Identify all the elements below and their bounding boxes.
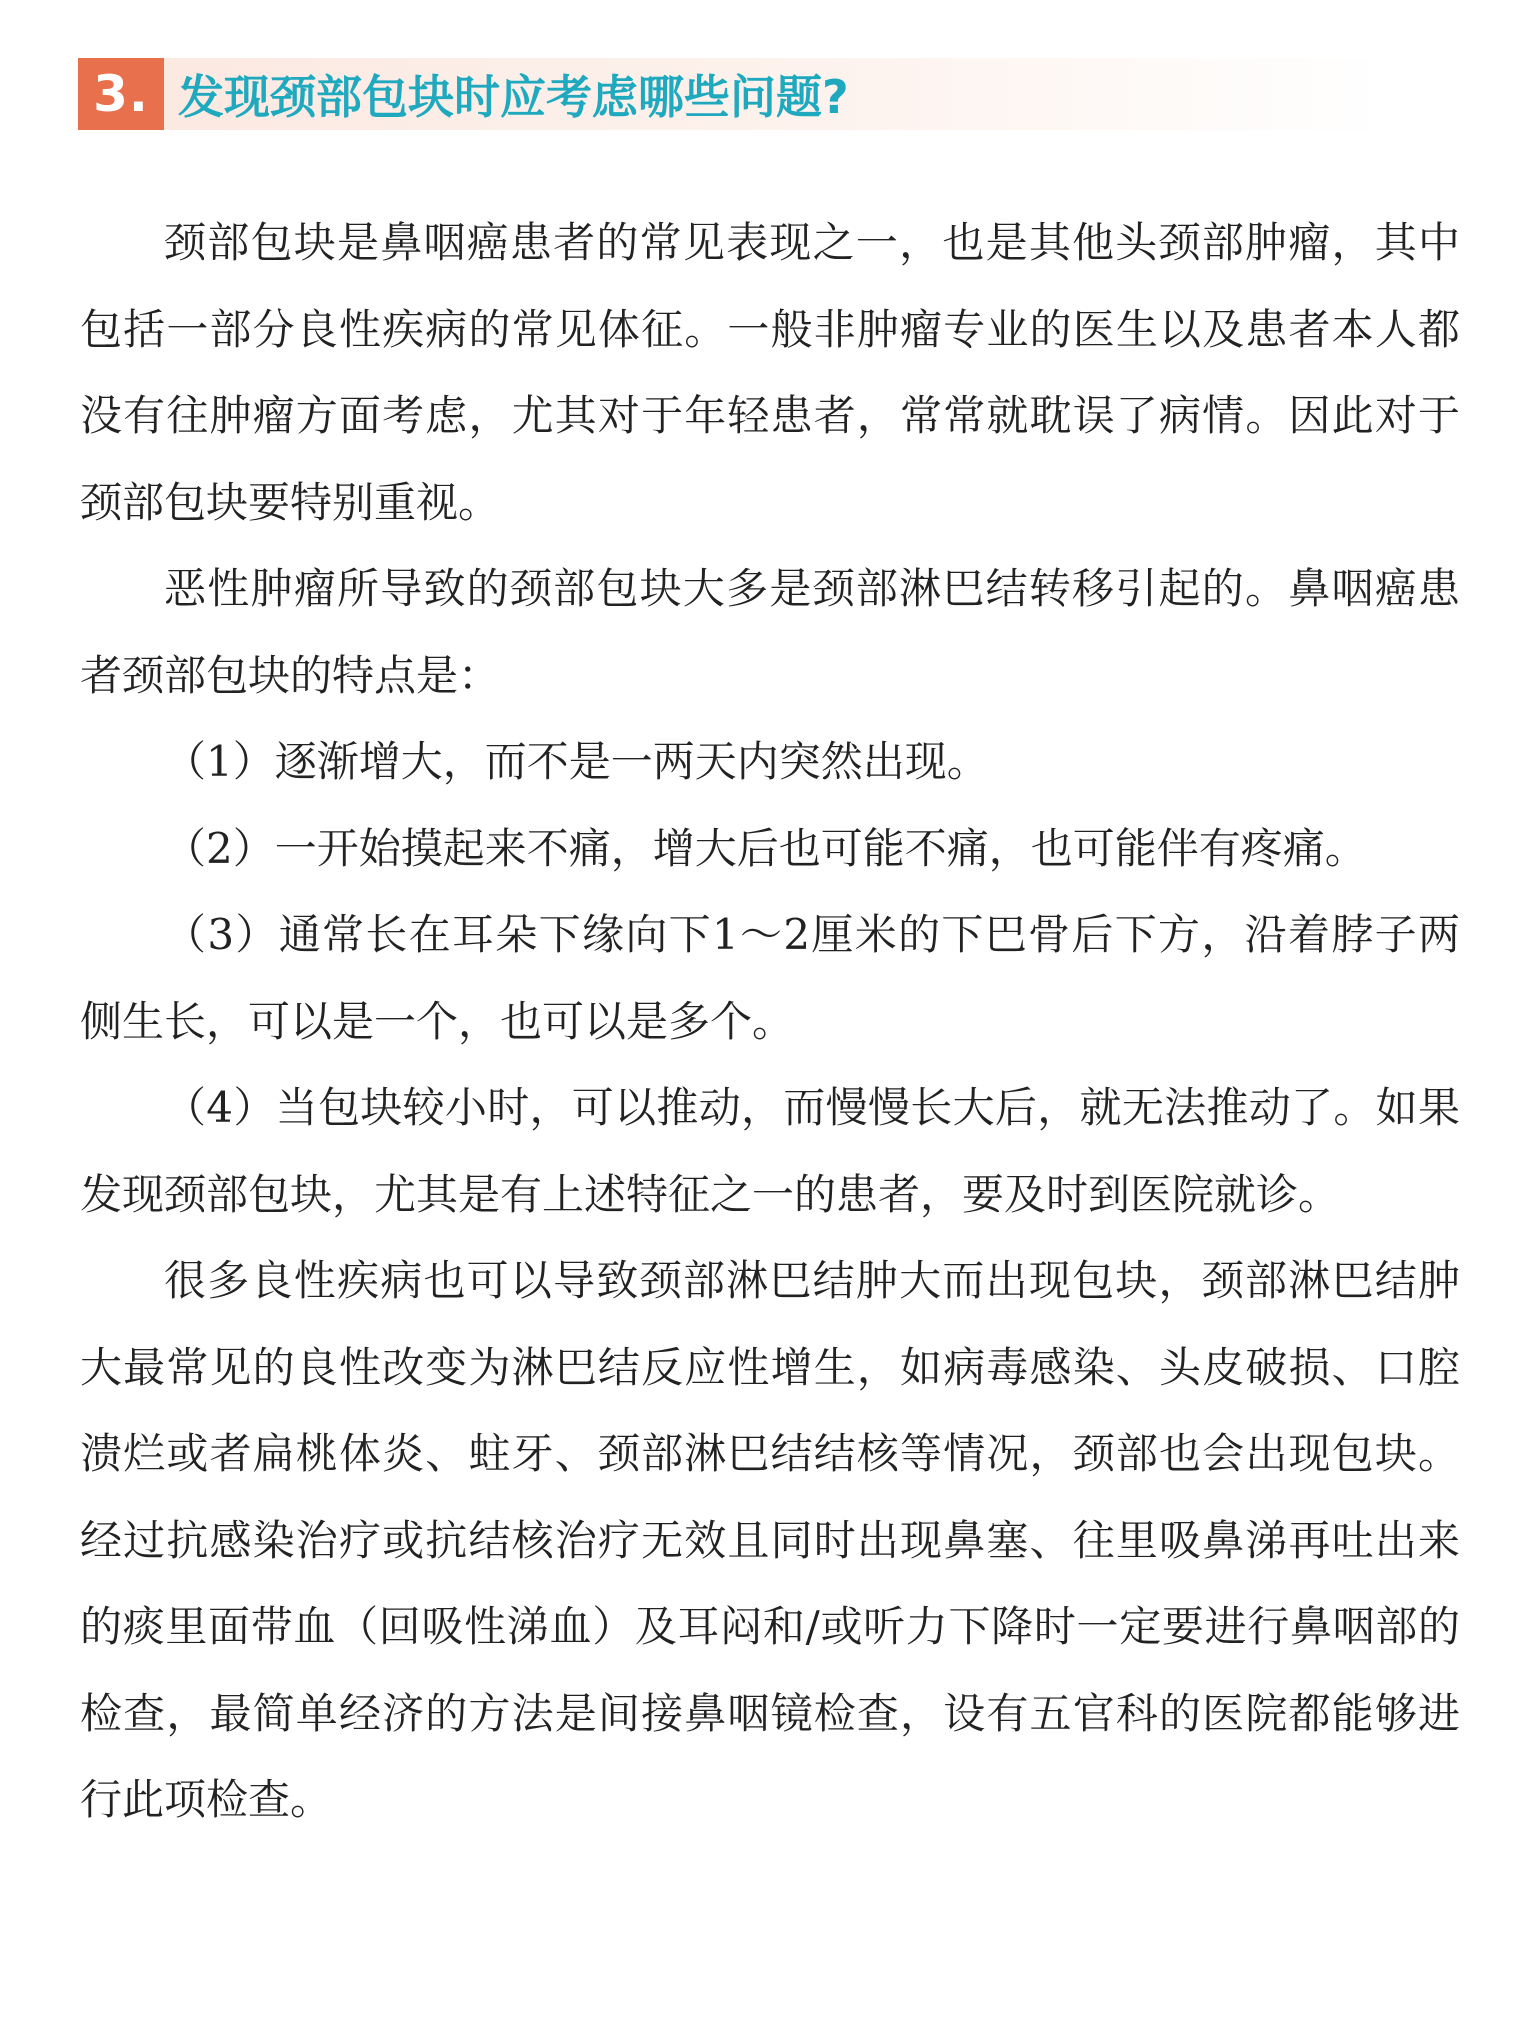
section-title: 发现颈部包块时应考虑哪些问题? xyxy=(178,70,849,124)
list-item-1: （1）逐渐增大，而不是一两天内突然出现。 xyxy=(164,737,989,786)
section-number: 3. xyxy=(78,58,164,130)
paragraph-intro: 颈部包块是鼻咽癌患者的常见表现之一，也是其他头颈部肿瘤，其中包括一部分良性疾病的常见体征。一般非肿瘤专业的医生以及患者本人都没有往肿瘤方面考虑，尤其对于年轻患者，常常就耽误了病情。因此对于颈部包块要特别重视。 xyxy=(80,218,1460,527)
paragraph-malignant: 恶性肿瘤所导致的颈部包块大多是颈部淋巴结转移引起的。鼻咽癌患者颈部包块的特点是： xyxy=(80,564,1460,700)
list-item-3: （3）通常长在耳朵下缘向下1～2厘米的下巴骨后下方，沿着脖子两侧生长，可以是一个，也可以是多个。 xyxy=(80,910,1460,1046)
list-item-2: （2）一开始摸起来不痛，增大后也可能不痛，也可能伴有疼痛。 xyxy=(164,823,1367,873)
list-item-4: （4）当包块较小时，可以推动，而慢慢长大后，就无法推动了。如果发现颈部包块，尤其是有上述特征之一的患者，要及时到医院就诊。 xyxy=(80,1083,1460,1219)
section-header xyxy=(78,58,1390,130)
paragraph-benign: 很多良性疾病也可以导致颈部淋巴结肿大而出现包块，颈部淋巴结肿大最常见的良性改变为淋巴结反应性增生，如病毒感染、头皮破损、口腔溃烂或者扁桃体炎、蛀牙、颈部淋巴结结核等情况，颈部也会出现包块。经过抗感染治疗或抗结核治疗无效且同时出现鼻塞、往里吸鼻涕再吐出来的痰里面带血（回吸性涕血）及耳闷和/或听力下降时一定要进行鼻咽部的检查，最简单经济的方法是间接鼻咽镜检查，设有五官科的医院都能够进行此项检查。 xyxy=(80,1256,1460,1824)
article-body xyxy=(80,200,1460,1844)
